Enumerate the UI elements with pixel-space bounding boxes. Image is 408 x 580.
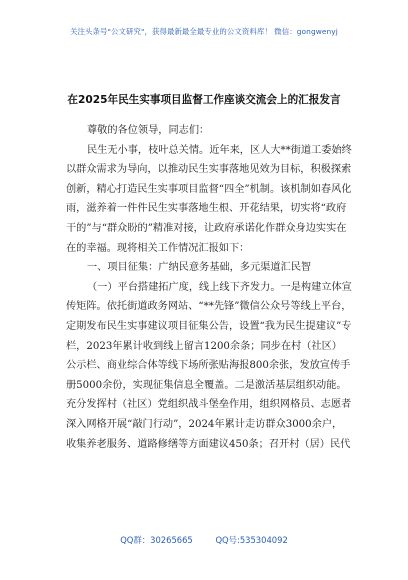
footer-qq-group: QQ群：30265665 (120, 535, 193, 545)
document-body (66, 118, 352, 454)
paragraph-intro: 民生无小事，枝叶总关情。近年来，区人大**街道工委始终以群众需求为导向，以推动民生实事落地见效为目标，积极探索创新，精心打造民生实事项目监督“四全”机制。该机制如春风化雨，滋养着一件件民生实事落地生根、开花结果，切实将“政府干的”与“群众盼的”精准对接，让政府承诺化作群众身边实实在在的幸福。现将相关工作情况汇报如下： (66, 144, 352, 254)
salutation: 尊敬的各位领导，同志们： (87, 125, 210, 136)
paragraph-subsection: （一）平台搭建拓广度，线上线下齐发力。一是构建立体宣传矩阵。依托街道政务网站、“**先锋”微信公众号等线上平台，定期发布民生实事建议项目征集公告，设置“我为民生提建议”专栏，2023年累计收到线上留言1200余条；同步在村（社区）公示栏、商业综合体等线下场所张贴海报800余张，发放宣传手册5000余份，实现征集信息全覆盖。二是激活基层组织动能。充分发挥村（社区）党组织战斗堡垒作用，组织网格员、志愿者深入网格开展“敲门行动”，2024年累计走访群众3000余户，收集养老服务、道路修缮等方面建议450条；召开村（居）民代 (66, 281, 352, 450)
document-title: 在2025年民生实事项目监督工作座谈交流会上的汇报发言 (67, 94, 341, 106)
page-header-banner: 关注头条号"公文研究"，获得最新最全最专业的公文资料库！ 微信：gongwenyj (70, 27, 338, 36)
footer-qq-number: QQ号:535304092 (215, 535, 288, 545)
section-heading: 一、项目征集：广纳民意务基础，多元渠道汇民智 (87, 262, 312, 274)
page-footer (0, 534, 408, 546)
